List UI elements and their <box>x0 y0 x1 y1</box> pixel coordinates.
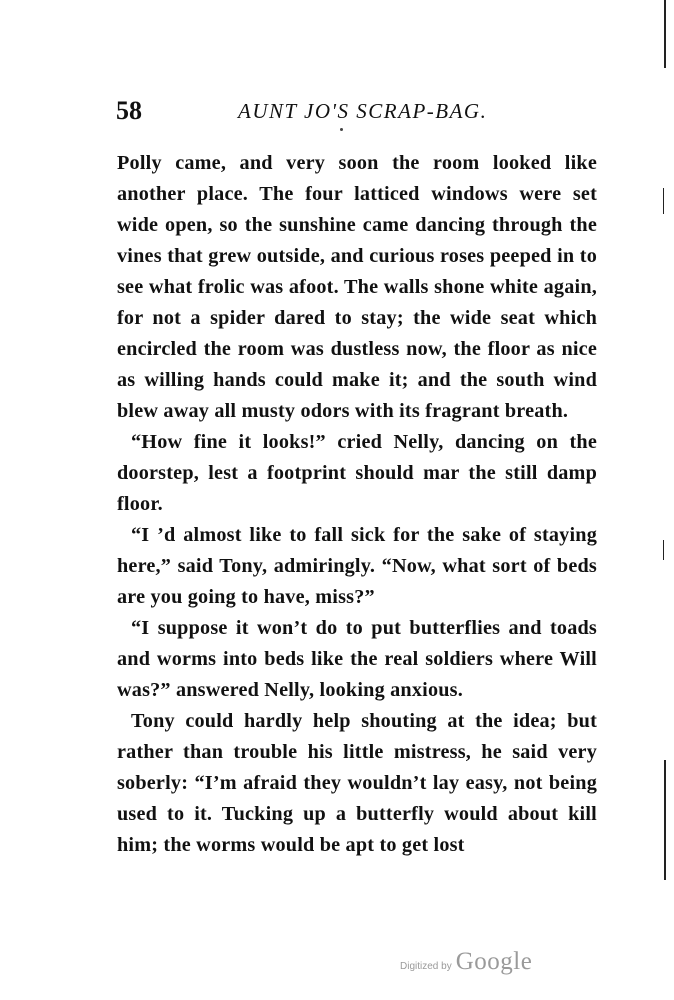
paragraph: Polly came, and very soon the room looked like another place. The four latticed windows were set wide open, so the sunshine came dancing through the vines that grew outside, and curious roses peeped in to see what frolic was afoot. The walls shone white again, for not a spider dared to stay; the wide seat which encircled the room was dustless now, the floor as nice as willing hands could make it; and the south wind blew away all musty odors with its fragrant breath. <box>117 152 597 422</box>
page-number: 58 <box>116 96 142 125</box>
scan-edge-mark <box>663 188 664 214</box>
google-logo: Google <box>455 948 533 975</box>
paragraph: Tony could hardly help shouting at the idea; but rather than trouble his little mistress, he said very soberly: “I’m afraid they wouldn’t lay easy, not being used to it. Tucking up a butterfly would about kill him; the worms would be apt to get lost <box>117 710 597 856</box>
scan-edge-mark <box>663 540 664 560</box>
paragraph: “I ’d almost like to fall sick for the sake of staying here,” said Tony, admiringly. “Now, what sort of beds are you going to have, miss?” <box>117 524 597 608</box>
paragraph: “I suppose it won’t do to put butterflies and toads and worms into beds like the real soldiers where Will was?” answered Nelly, looking anxious. <box>117 617 597 701</box>
scan-edge-mark <box>664 760 666 880</box>
page-header <box>116 96 606 126</box>
body-text <box>117 148 597 861</box>
scan-edge-mark <box>664 0 666 68</box>
digitized-label: Digitized by <box>400 961 452 972</box>
paragraph: “How fine it looks!” cried Nelly, dancing on the doorstep, lest a footprint should mar the still damp floor. <box>117 431 597 515</box>
digitized-by-google-watermark <box>400 948 532 976</box>
ink-speck <box>340 128 343 131</box>
running-head: AUNT JO'S SCRAP-BAG. <box>238 99 488 123</box>
